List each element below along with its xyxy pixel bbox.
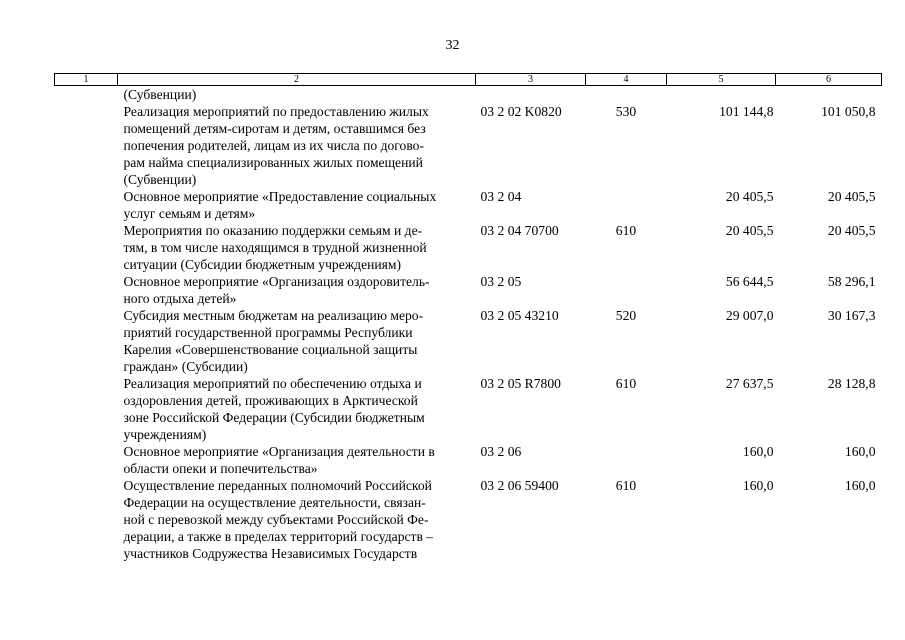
item-name-line: Мероприятия по оказанию поддержки семьям и де- [123,223,423,238]
item-name-cell [118,222,476,273]
table-row [55,477,882,562]
item-name-line: тям, в том числе находящимся в трудной жизненной [123,240,427,255]
item-name-line: граждан» (Субсидии) [123,359,248,374]
item-name-line: Реализация мероприятий по предоставлению жилых [123,104,429,119]
item-name-line: ситуации (Субсидии бюджетным учреждениям) [123,257,402,272]
table-row [55,86,882,104]
amount-year2-cell: 28 128,8 [827,376,876,391]
table-body [55,86,882,563]
amount-year1-cell: 56 644,5 [725,274,774,289]
expense-type-cell [586,86,667,104]
item-name-cell [118,443,476,477]
item-name-cell [118,375,476,443]
table-row [55,188,882,222]
item-name-line: Реализация мероприятий по обеспечению отдыха и [123,376,422,391]
item-name-line: (Субвенции) [123,172,197,187]
header-col-4: 4 [586,74,667,86]
header-col-2: 2 [118,74,476,86]
item-name-line: дерации, а также в пределах территорий государств – [123,529,434,544]
table-row [55,103,882,188]
item-name-cell [118,273,476,307]
amount-year2-cell: 160,0 [844,478,876,493]
item-name-cell [118,307,476,375]
expense-type-cell: 610 [615,478,637,493]
amount-year2-cell: 30 167,3 [827,308,876,323]
target-code-cell: 03 2 04 [480,189,522,204]
target-code-cell: 03 2 05 [480,274,522,289]
amount-year1-cell [667,86,776,104]
budget-table [54,73,882,562]
table-row [55,307,882,375]
row-index-cell [55,273,118,307]
target-code-cell: 03 2 06 59400 [480,478,559,493]
table-row [55,273,882,307]
table-row [55,443,882,477]
item-name-line: участников Содружества Независимых Государств [123,546,418,561]
item-name-line: рам найма специализированных жилых помещений [123,155,423,170]
amount-year1-cell: 160,0 [742,444,774,459]
item-name-line: ной с перевозкой между субъектами Российской Фе- [123,512,429,527]
expense-type-cell: 610 [615,223,637,238]
row-index-cell [55,103,118,188]
amount-year1-cell: 160,0 [742,478,774,493]
row-index-cell [55,443,118,477]
amount-year2-cell: 20 405,5 [827,223,876,238]
item-name-line: зоне Российской Федерации (Субсидии бюджетным [123,410,425,425]
item-name-line: приятий государственной программы Республики [123,325,413,340]
item-name-line: Карелия «Совершенствование социальной защиты [123,342,418,357]
item-name-cell [118,86,476,104]
target-code-cell: 03 2 05 R7800 [480,376,561,391]
amount-year2-cell [776,86,882,104]
table-header [55,74,882,86]
item-name-cell [118,188,476,222]
target-code-cell: 03 2 04 70700 [480,223,559,238]
expense-type-cell [586,443,667,477]
page-number: 32 [445,38,460,53]
item-name-line: попечения родителей, лицам из их числа по догово- [123,138,424,153]
target-code-cell: 03 2 05 43210 [480,308,559,323]
table-row [55,375,882,443]
expense-type-cell: 610 [615,376,637,391]
item-name-cell [118,103,476,188]
item-name-line: ного отдыха детей» [123,291,237,306]
row-index-cell [55,307,118,375]
amount-year1-cell: 29 007,0 [725,308,774,323]
amount-year2-cell: 101 050,8 [821,104,876,119]
target-code-cell [476,86,586,104]
item-name-line: Федерации на осуществление деятельности, связан- [123,495,426,510]
amount-year1-cell: 27 637,5 [725,376,774,391]
item-name-line: Осуществление переданных полномочий Российской [123,478,432,493]
header-col-1: 1 [55,74,118,86]
row-index-cell [55,477,118,562]
item-name-cell [118,477,476,562]
expense-type-cell: 530 [615,104,637,119]
amount-year2-cell: 160,0 [844,444,876,459]
amount-year1-cell: 20 405,5 [725,189,774,204]
item-name-line: области опеки и попечительства» [123,461,318,476]
row-index-cell [55,86,118,104]
item-name-line: Субсидия местным бюджетам на реализацию меро- [123,308,424,323]
row-index-cell [55,222,118,273]
header-col-6: 6 [776,74,882,86]
amount-year2-cell: 20 405,5 [827,189,876,204]
item-name-line: (Субвенции) [123,87,197,102]
amount-year2-cell: 58 296,1 [827,274,876,289]
row-index-cell [55,188,118,222]
expense-type-cell [586,273,667,307]
item-name-line: Основное мероприятие «Организация деятельности в [123,444,435,459]
table-row [55,222,882,273]
target-code-cell: 03 2 06 [480,444,522,459]
item-name-line: учреждениям) [123,427,207,442]
row-index-cell [55,375,118,443]
amount-year1-cell: 101 144,8 [719,104,774,119]
expense-type-cell: 520 [615,308,637,323]
amount-year1-cell: 20 405,5 [725,223,774,238]
item-name-line: помещений детям-сиротам и детям, оставшимся без [123,121,426,136]
item-name-line: оздоровления детей, проживающих в Арктической [123,393,418,408]
item-name-line: Основное мероприятие «Предоставление социальных [123,189,437,204]
item-name-line: услуг семьям и детям» [123,206,256,221]
expense-type-cell [586,188,667,222]
item-name-line: Основное мероприятие «Организация оздоровитель- [123,274,430,289]
header-col-5: 5 [667,74,776,86]
header-col-3: 3 [476,74,586,86]
target-code-cell: 03 2 02 K0820 [480,104,562,119]
